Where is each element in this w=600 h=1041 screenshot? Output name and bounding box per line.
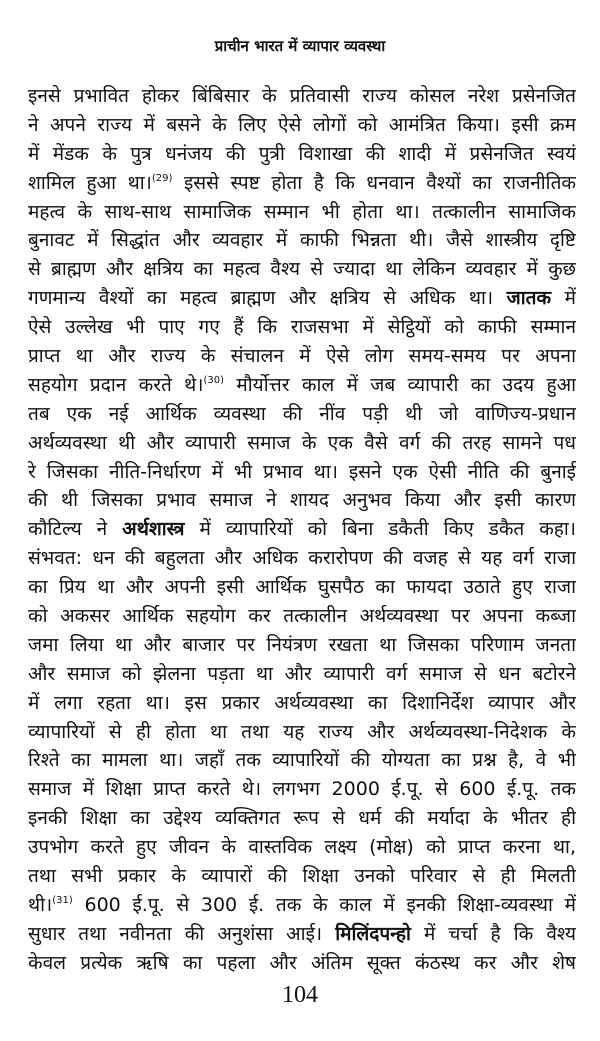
page-body-text [28, 82, 576, 978]
text-segment: जमा लिया था और बाजार पर नियंत्रण रखता था जिसका परिणाम जनता [28, 633, 576, 656]
text-segment: समाज में शिक्षा प्राप्त करते थे। लगभग 2000 ई.पू. से 600 ई.पू. तक [28, 778, 576, 801]
text-line [28, 371, 576, 400]
text-segment: प्राप्त था और राज्य के संचालन में ऐसे लोग समय-समय पर अपना [28, 345, 576, 368]
text-line [28, 342, 576, 371]
text-segment: और समाज को झेलना पड़ता था और व्यापारी वर्ग समाज से धन बटोरने [28, 662, 576, 685]
text-segment: का प्रिय था और अपनी इसी आर्थिक घुसपैठ का फायदा उठाते हुए राजा [28, 576, 576, 599]
text-line [28, 833, 576, 862]
text-segment: को अकसर आर्थिक सहयोग कर तत्कालीन अर्थव्यवस्था पर अपना कब्जा [28, 605, 576, 628]
text-segment: में लगा रहता था। इस प्रकार अर्थव्यवस्था का दिशानिर्देश व्यापार और [28, 691, 576, 714]
text-line [28, 82, 576, 111]
text-segment: केवल प्रत्येक ऋषि का पहला और अंतिम सूक्त कंठस्थ कर और शेष [28, 951, 576, 974]
text-segment: संभवत: धन की बहुलता और अधिक करारोपण की वजह से यह वर्ग राजा [28, 547, 576, 570]
running-header: प्राचीन भारत में व्यापार व्यवस्था [214, 37, 386, 55]
page-number: 104 [282, 982, 318, 1008]
text-line [28, 169, 576, 198]
footnote-reference: (31) [52, 894, 73, 906]
text-segment: महत्व के साथ-साथ सामाजिक सम्मान भी होता था। तत्कालीन सामाजिक [28, 200, 576, 223]
text-line [28, 544, 576, 573]
text-segment: इनसे प्रभावित होकर बिंबिसार के प्रतिवासी राज्य कोसल नरेश प्रसेनजित [28, 85, 576, 107]
text-line [28, 400, 576, 429]
footnote-reference: (30) [203, 374, 225, 386]
text-line [28, 573, 576, 602]
text-line [28, 226, 576, 255]
text-segment: गणमान्य वैश्यों का महत्व ब्राह्मण और क्षत्रिय से अधिक था। [28, 287, 507, 310]
text-segment: इनकी शिक्षा का उद्देश्य व्यक्तिगत रूप से धर्म की मर्यादा के भीतर ही [28, 807, 576, 830]
text-segment: उपभोग करते हुए जीवन के वास्तविक लक्ष्य (मोक्ष) को प्राप्त करना था, [28, 836, 576, 859]
text-segment: में [551, 287, 576, 310]
text-line [28, 920, 576, 949]
text-line [28, 891, 576, 920]
footnote-reference: (29) [151, 172, 173, 184]
text-line [28, 631, 576, 660]
text-line [28, 198, 576, 227]
text-line [28, 458, 576, 487]
text-line [28, 111, 576, 140]
bold-term: मिलिंदपन्हो [335, 922, 411, 945]
text-line [28, 775, 576, 804]
text-line [28, 718, 576, 747]
text-segment: सुधार तथा नवीनता की अनुशंसा आई। [28, 922, 336, 945]
text-segment: इससे स्पष्ट होता है कि धनवान वैश्यों का राजनीतिक [172, 171, 576, 194]
text-segment: व्यापारियों से ही होता था तथा यह राज्य और अर्थव्यवस्था-निदेशक के [28, 720, 576, 743]
text-line [28, 515, 576, 544]
text-line [28, 746, 576, 775]
text-segment: तब एक नई आर्थिक व्यवस्था की नींव पड़ी थी जो वाणिज्य-प्रधान [28, 402, 576, 425]
text-segment: सहयोग प्रदान करते थे। [28, 373, 204, 396]
text-segment: की थी जिसका प्रभाव समाज ने शायद अनुभव किया और इसी कारण [28, 489, 576, 512]
text-line [28, 949, 576, 978]
text-segment: अर्थव्यवस्था थी और व्यापारी समाज के एक वैसे वर्ग की तरह सामने पध [28, 431, 576, 454]
text-segment: कौटिल्य ने [28, 518, 123, 541]
bold-term: जातक [506, 287, 552, 310]
text-segment: रे जिसका नीति-निर्धारण में भी प्रभाव था। इसने एक ऐसी नीति की बुनाई [28, 460, 576, 483]
text-line [28, 486, 576, 515]
text-segment: में चर्चा है कि वैश्य [410, 922, 576, 945]
text-segment: में व्यापारियों को बिना डकैती किए डकैत कहा। [184, 518, 576, 541]
text-segment: से ब्राह्मण और क्षत्रिय का महत्व वैश्य से ज्यादा था लेकिन व्यवहार में कुछ [28, 258, 576, 281]
text-segment: ने अपने राज्य में बसने के लिए ऐसे लोगों को आमंत्रित किया। इसी क्रम [28, 113, 576, 136]
text-line [28, 862, 576, 891]
text-line [28, 804, 576, 833]
text-line [28, 255, 576, 284]
text-segment: ऐसे उल्लेख भी पाए गए हैं कि राजसभा में सेट्ठियों को काफी सम्मान [28, 316, 576, 339]
bold-term: अर्थशास्त्र [122, 518, 185, 541]
text-line [28, 140, 576, 169]
text-line [28, 313, 576, 342]
text-line [28, 602, 576, 631]
text-segment: थी। [28, 893, 53, 916]
text-segment: रिश्ते का मामला था। जहाँ तक व्यापारियों की योग्यता का प्रश्न है, वे भी [28, 749, 576, 772]
text-line [28, 429, 576, 458]
text-line [28, 284, 576, 313]
text-segment: बुनावट में सिद्धांत और व्यवहार में काफी भिन्नता थी। जैसे शास्त्रीय दृष्टि [28, 229, 576, 252]
text-segment: मौर्योत्तर काल में जब व्यापारी का उदय हुआ [224, 373, 576, 396]
text-segment: शामिल हुआ था। [28, 171, 152, 194]
text-segment: में मेंडक के पुत्र धनंजय की पुत्री विशाखा की शादी में प्रसेनजित स्वयं [28, 142, 576, 165]
text-line [28, 660, 576, 689]
text-line [28, 689, 576, 718]
text-segment: तथा सभी प्रकार के व्यापारों की शिक्षा उनको परिवार से ही मिलती [28, 865, 576, 888]
text-segment: 600 ई.पू. से 300 ई. तक के काल में इनकी शिक्षा-व्यवस्था में [72, 893, 576, 916]
